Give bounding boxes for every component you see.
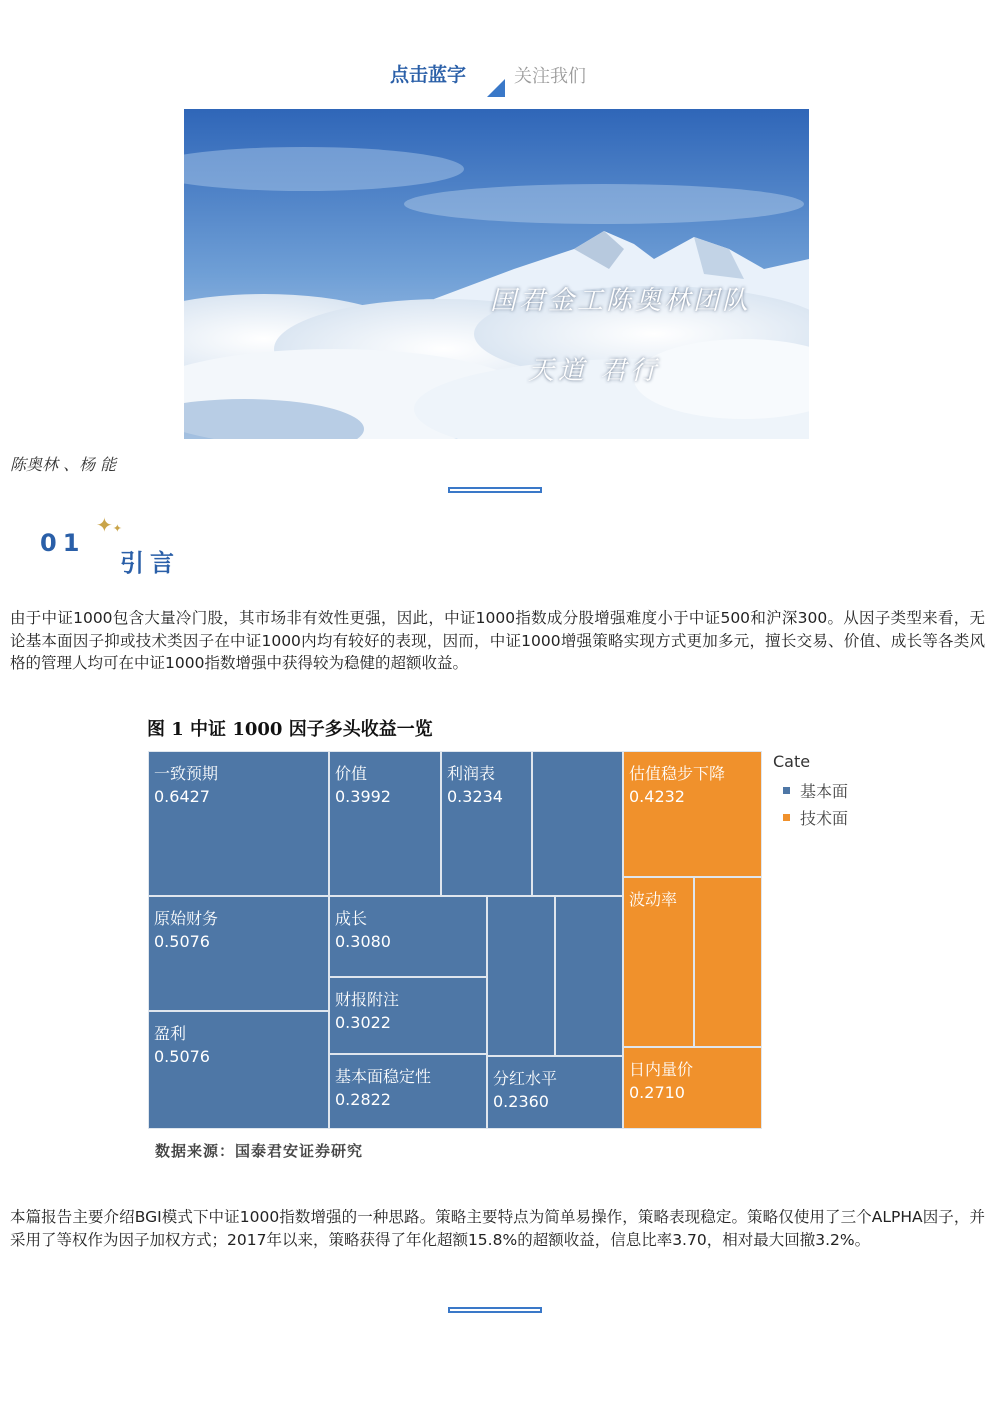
cell-value: 0.2822 [335, 1090, 391, 1109]
treemap-cell [441, 751, 532, 896]
section-title: 引言 [120, 549, 180, 577]
cell-label: 成长 [335, 909, 368, 928]
treemap-cell [329, 751, 441, 896]
treemap-cell [329, 977, 487, 1054]
treemap-cell [532, 751, 623, 896]
treemap-chart [148, 751, 762, 1129]
divider [448, 487, 542, 493]
cell-label: 波动率 [629, 890, 678, 909]
cell-value: 0.2360 [493, 1092, 549, 1111]
legend-label: 基本面 [800, 782, 849, 801]
cell-value: 0.3234 [447, 787, 503, 806]
divider [448, 1307, 542, 1313]
cell-value: 0.6427 [154, 787, 210, 806]
sparkle-icon: ✦✦ [96, 513, 122, 537]
cell-label: 利润表 [447, 764, 496, 783]
treemap-cell [148, 751, 329, 896]
treemap-cell [148, 896, 329, 1011]
follow-us-label[interactable]: 关注我们 [514, 66, 586, 87]
banner-team-name: 国君金工陈奥林团队 [490, 286, 752, 316]
cell-label: 分红水平 [493, 1069, 558, 1088]
cell-label: 价值 [335, 764, 368, 783]
cell-label: 财报附注 [335, 990, 400, 1009]
click-blue-text-label[interactable]: 点击蓝字 [390, 64, 467, 86]
authors: 陈奥林 、杨 能 [10, 455, 117, 474]
treemap-cell [148, 1011, 329, 1129]
cell-label: 原始财务 [154, 909, 219, 928]
cell-value: 0.4232 [629, 787, 685, 806]
cell-value: 0.3080 [335, 932, 391, 951]
cell-value: 0.5076 [154, 932, 210, 951]
cell-label: 盈利 [154, 1024, 187, 1043]
figure-source: 数据来源：国泰君安证券研究 [155, 1142, 364, 1160]
cell-label: 一致预期 [154, 764, 219, 783]
legend-swatch [783, 814, 790, 821]
cell-value: 0.3992 [335, 787, 391, 806]
legend-title: Cate [773, 752, 811, 771]
treemap-cell [555, 896, 623, 1056]
mountain-cloud-illustration [184, 109, 809, 439]
treemap-cell [623, 877, 694, 1047]
figure-title: 图 1 中证 1000 因子多头收益一览 [147, 719, 433, 740]
treemap-cell [487, 1056, 623, 1129]
legend-swatch [783, 787, 790, 794]
treemap-cell [487, 896, 555, 1056]
cell-value: 0.2710 [629, 1083, 685, 1102]
cell-value: 0.5076 [154, 1047, 210, 1066]
cell-value: 0.3022 [335, 1013, 391, 1032]
cell-label: 估值稳步下降 [629, 764, 726, 783]
banner-image [184, 109, 809, 439]
treemap-cell [329, 1054, 487, 1129]
legend-item-fundamental [773, 777, 848, 804]
intro-paragraph: 由于中证1000包含大量冷门股，其市场非有效性更强，因此，中证1000指数成分股增强难度小于中证500和沪深300。从因子类型来看，无论基本面因子抑或技术类因子在中证1000内均有较好的表现，因而，中证1000增强策略实现方式更加多元，擅长交易、价值、成长等各类风格的管理人均可在中证1000指数增强中获得较为稳健的超额收益。 [10, 609, 985, 672]
summary-paragraph: 本篇报告主要介绍BGI模式下中证1000指数增强的一种思路。策略主要特点为简单易操作，策略表现稳定。策略仅使用了三个ALPHA因子，并采用了等权作为因子加权方式；2017年以来，策略获得了年化超额15.8%的超额收益，信息比率3.70，相对最大回撤3.2%。 [10, 1208, 985, 1249]
cell-label: 基本面稳定性 [335, 1067, 432, 1086]
legend-item-technical [773, 804, 848, 831]
banner-slogan: 天道 君行 [528, 356, 661, 386]
section-number: 01 [40, 529, 86, 557]
treemap-cell [329, 896, 487, 977]
corner-triangle-icon [487, 79, 505, 97]
treemap-cell [623, 1047, 762, 1129]
chart-legend [773, 752, 848, 831]
cell-label: 日内量价 [629, 1060, 694, 1079]
legend-label: 技术面 [800, 809, 849, 828]
treemap-cell [623, 751, 762, 877]
treemap-cell [694, 877, 762, 1047]
